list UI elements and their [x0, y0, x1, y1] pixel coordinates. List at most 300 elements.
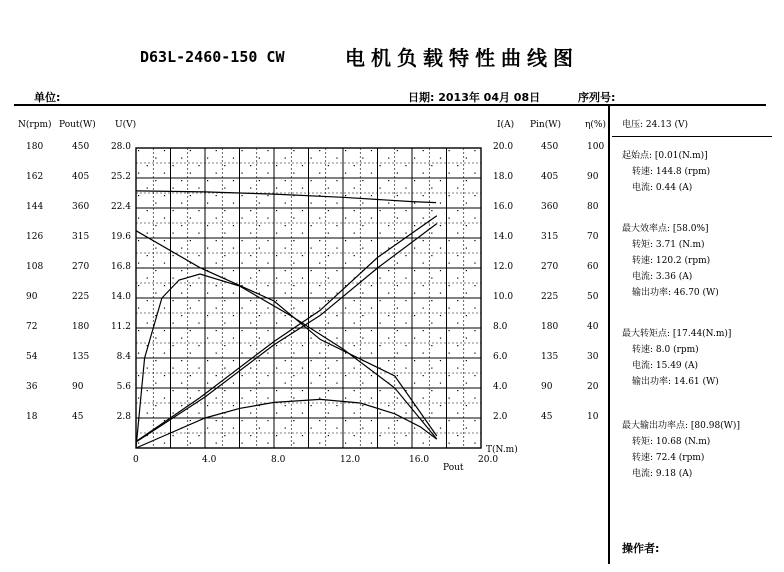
pin-tick-label: 270: [541, 262, 559, 272]
grid-dot: [164, 398, 165, 399]
grid-dot: [250, 323, 251, 324]
grid-dot: [311, 293, 312, 294]
grid-dot: [405, 233, 406, 234]
grid-dot: [449, 240, 450, 241]
grid-dot: [431, 233, 432, 234]
motor-model: D63L-2460-150 CW: [140, 48, 285, 66]
grid-dot: [190, 375, 191, 376]
grid-dot: [233, 180, 234, 181]
grid-dot: [224, 390, 225, 391]
grid-dot: [431, 323, 432, 324]
pin-tick-label: 450: [541, 142, 559, 152]
grid-dot: [474, 330, 475, 331]
grid-dot: [336, 360, 337, 361]
grid-dot: [155, 225, 156, 226]
grid-dot: [242, 443, 243, 444]
pout-tick-label: 270: [72, 262, 90, 272]
curve-pout: [136, 399, 437, 448]
grid-dot: [242, 218, 243, 219]
grid-dot: [267, 195, 268, 196]
grid-dot: [224, 255, 225, 256]
grid-dot: [423, 398, 424, 399]
u-tick-label: 19.6: [110, 232, 131, 242]
grid-dot: [440, 203, 441, 204]
grid-dot: [276, 413, 277, 414]
grid-dot: [276, 165, 277, 166]
grid-dot: [423, 353, 424, 354]
grid-dot: [207, 338, 208, 339]
grid-dot: [474, 240, 475, 241]
grid-dot: [138, 263, 139, 264]
grid-dot: [405, 165, 406, 166]
grid-dot: [224, 188, 225, 189]
grid-dot: [466, 180, 467, 181]
i-tick-label: 20.0: [493, 142, 514, 152]
grid-dot: [181, 248, 182, 249]
grid-dot: [233, 428, 234, 429]
grid-dot: [423, 173, 424, 174]
grid-dot: [155, 405, 156, 406]
grid-dot: [371, 285, 372, 286]
grid-dot: [405, 323, 406, 324]
grid-dot: [423, 150, 424, 151]
grid-dot: [388, 203, 389, 204]
grid-dot: [302, 390, 303, 391]
grid-dot: [224, 300, 225, 301]
grid-dot: [276, 390, 277, 391]
grid-dot: [216, 240, 217, 241]
grid-dot: [328, 165, 329, 166]
eta-tick-label: 50: [587, 292, 599, 302]
grid-dot: [242, 375, 243, 376]
x-tick-label: 0: [133, 455, 139, 465]
grid-dot: [474, 353, 475, 354]
grid-dot: [457, 188, 458, 189]
grid-dot: [207, 180, 208, 181]
grid-dot: [336, 293, 337, 294]
grid-dot: [345, 218, 346, 219]
u-tick-label: 14.0: [110, 292, 131, 302]
i-tick-label: 2.0: [493, 412, 508, 422]
grid-dot: [319, 353, 320, 354]
grid-dot: [164, 353, 165, 354]
grid-dot: [164, 263, 165, 264]
grid-dot: [345, 375, 346, 376]
grid-dot: [190, 308, 191, 309]
grid-dot: [138, 173, 139, 174]
grid-dot: [250, 368, 251, 369]
grid-dot: [449, 218, 450, 219]
grid-dot: [474, 263, 475, 264]
grid-dot: [147, 165, 148, 166]
curve-current: [136, 216, 437, 442]
grid-dot: [466, 293, 467, 294]
n-tick-label: 126: [26, 232, 44, 242]
i-tick-label: 8.0: [493, 322, 508, 332]
grid-dot: [267, 150, 268, 151]
grid-dot: [474, 398, 475, 399]
grid-dot: [207, 315, 208, 316]
grid-dot: [371, 173, 372, 174]
grid-dot: [164, 308, 165, 309]
grid-dot: [440, 158, 441, 159]
n-tick-label: 72: [26, 322, 38, 332]
grid-dot: [440, 338, 441, 339]
grid-dot: [267, 240, 268, 241]
u-tick-label: 25.2: [110, 172, 131, 182]
grid-dot: [285, 180, 286, 181]
grid-dot: [267, 398, 268, 399]
grid-dot: [319, 308, 320, 309]
grid-dot: [207, 405, 208, 406]
grid-dot: [328, 390, 329, 391]
grid-dot: [328, 188, 329, 189]
grid-dot: [328, 413, 329, 414]
pout-tick-label: 450: [72, 142, 90, 152]
grid-dot: [216, 443, 217, 444]
grid-dot: [147, 188, 148, 189]
i-tick-label: 12.0: [493, 262, 514, 272]
grid-dot: [336, 270, 337, 271]
grid-dot: [440, 248, 441, 249]
grid-dot: [224, 165, 225, 166]
max-power-info: [622, 418, 740, 482]
grid-dot: [311, 203, 312, 204]
grid-dot: [371, 195, 372, 196]
eta-tick-label: 100: [587, 142, 605, 152]
grid-dot: [181, 315, 182, 316]
grid-dot: [440, 225, 441, 226]
grid-dot: [285, 158, 286, 159]
pout-tick-label: 360: [72, 202, 90, 212]
grid-dot: [259, 383, 260, 384]
grid-dot: [431, 345, 432, 346]
grid-dot: [319, 398, 320, 399]
grid-dot: [388, 315, 389, 316]
grid-dot: [155, 360, 156, 361]
grid-dot: [345, 398, 346, 399]
chart-title: 电机负载特性曲线图: [345, 46, 579, 70]
grid-dot: [397, 218, 398, 219]
i-tick-label: 4.0: [493, 382, 508, 392]
grid-dot: [362, 158, 363, 159]
grid-dot: [147, 255, 148, 256]
grid-dot: [345, 308, 346, 309]
grid-dot: [328, 255, 329, 256]
grid-dot: [138, 353, 139, 354]
grid-dot: [405, 188, 406, 189]
grid-dot: [311, 383, 312, 384]
grid-dot: [164, 173, 165, 174]
grid-dot: [328, 345, 329, 346]
grid-dot: [397, 285, 398, 286]
pout-axis-header: Pout(W): [59, 120, 96, 130]
pin-tick-label: 135: [541, 352, 559, 362]
pin-tick-label: 315: [541, 232, 559, 242]
grid-dot: [449, 353, 450, 354]
grid-dot: [371, 398, 372, 399]
grid-dot: [250, 233, 251, 234]
grid-dot: [173, 368, 174, 369]
grid-dot: [388, 293, 389, 294]
pin-tick-label: 180: [541, 322, 559, 332]
grid-dot: [336, 180, 337, 181]
grid-dot: [354, 368, 355, 369]
grid-dot: [388, 248, 389, 249]
grid-dot: [311, 180, 312, 181]
grid-dot: [173, 390, 174, 391]
grid-dot: [380, 210, 381, 211]
grid-dot: [414, 158, 415, 159]
grid-dot: [457, 255, 458, 256]
grid-dot: [414, 270, 415, 271]
pin-tick-label: 45: [541, 412, 553, 422]
grid-dot: [371, 218, 372, 219]
grid-dot: [466, 270, 467, 271]
grid-dot: [250, 255, 251, 256]
grid-dot: [405, 345, 406, 346]
grid-dot: [311, 158, 312, 159]
grid-dot: [259, 315, 260, 316]
grid-dot: [449, 285, 450, 286]
grid-dot: [431, 300, 432, 301]
grid-dot: [250, 210, 251, 211]
grid-dot: [293, 240, 294, 241]
grid-dot: [155, 203, 156, 204]
grid-dot: [216, 420, 217, 421]
grid-dot: [198, 300, 199, 301]
grid-dot: [311, 248, 312, 249]
grid-dot: [397, 330, 398, 331]
grid-dot: [345, 240, 346, 241]
grid-dot: [293, 263, 294, 264]
grid-dot: [371, 150, 372, 151]
grid-dot: [155, 158, 156, 159]
grid-dot: [345, 330, 346, 331]
grid-dot: [190, 353, 191, 354]
grid-dot: [328, 300, 329, 301]
grid-dot: [397, 173, 398, 174]
grid-dot: [405, 210, 406, 211]
grid-dot: [198, 435, 199, 436]
grid-dot: [181, 270, 182, 271]
grid-dot: [371, 330, 372, 331]
grid-dot: [302, 188, 303, 189]
grid-dot: [138, 308, 139, 309]
grid-dot: [440, 360, 441, 361]
grid-dot: [414, 383, 415, 384]
grid-dot: [302, 368, 303, 369]
grid-dot: [380, 435, 381, 436]
grid-dot: [449, 330, 450, 331]
grid-dot: [449, 195, 450, 196]
grid-dot: [285, 360, 286, 361]
max-power-current: 电流: 9.18 (A): [632, 469, 693, 479]
grid-dot: [267, 420, 268, 421]
grid-dot: [259, 180, 260, 181]
grid-dot: [319, 443, 320, 444]
grid-dot: [190, 420, 191, 421]
grid-dot: [190, 285, 191, 286]
u-tick-label: 16.8: [110, 262, 131, 272]
grid-dot: [276, 345, 277, 346]
grid-dot: [242, 173, 243, 174]
grid-dot: [397, 263, 398, 264]
grid-dot: [181, 180, 182, 181]
grid-dot: [250, 345, 251, 346]
max-efficiency-info: [622, 221, 719, 301]
grid-dot: [276, 435, 277, 436]
grid-dot: [431, 255, 432, 256]
i-tick-label: 6.0: [493, 352, 508, 362]
grid-dot: [164, 195, 165, 196]
grid-dot: [354, 210, 355, 211]
grid-dot: [397, 375, 398, 376]
grid-dot: [397, 240, 398, 241]
grid-dot: [233, 405, 234, 406]
grid-dot: [190, 240, 191, 241]
grid-dot: [457, 233, 458, 234]
grid-dot: [423, 308, 424, 309]
grid-dot: [449, 150, 450, 151]
grid-dot: [224, 435, 225, 436]
eta-tick-label: 40: [587, 322, 599, 332]
grid-dot: [474, 285, 475, 286]
start-point-title: 起始点: [0.01(N.m)]: [622, 151, 708, 161]
grid-dot: [250, 165, 251, 166]
grid-dot: [311, 225, 312, 226]
max-efficiency-current: 电流: 3.36 (A): [632, 272, 693, 282]
grid-dot: [181, 293, 182, 294]
grid-dot: [224, 233, 225, 234]
grid-dot: [449, 263, 450, 264]
grid-dot: [449, 443, 450, 444]
grid-dot: [362, 203, 363, 204]
grid-dot: [371, 375, 372, 376]
grid-dot: [242, 398, 243, 399]
eta-tick-label: 20: [587, 382, 599, 392]
x-tick-label: 20.0: [478, 455, 499, 465]
grid-dot: [259, 360, 260, 361]
grid-dot: [431, 368, 432, 369]
grid-dot: [414, 428, 415, 429]
grid-dot: [362, 338, 363, 339]
grid-dot: [397, 398, 398, 399]
grid-dot: [371, 308, 372, 309]
grid-dot: [302, 165, 303, 166]
grid-dot: [362, 248, 363, 249]
grid-dot: [302, 435, 303, 436]
grid-dot: [449, 375, 450, 376]
grid-dot: [414, 180, 415, 181]
curve-voltage: [136, 191, 436, 203]
grid-dot: [457, 435, 458, 436]
grid-dot: [457, 165, 458, 166]
grid-dot: [181, 203, 182, 204]
grid-dot: [138, 218, 139, 219]
pout-tick-label: 90: [72, 382, 84, 392]
grid-dot: [466, 338, 467, 339]
grid-dot: [242, 420, 243, 421]
pin-tick-label: 225: [541, 292, 559, 302]
grid-dot: [457, 278, 458, 279]
grid-dot: [380, 345, 381, 346]
n-tick-label: 90: [26, 292, 38, 302]
grid-dot: [259, 428, 260, 429]
grid-dot: [302, 233, 303, 234]
grid-dot: [440, 405, 441, 406]
pout-tick-label: 135: [72, 352, 90, 362]
eta-tick-label: 30: [587, 352, 599, 362]
grid-dot: [293, 150, 294, 151]
grid-dot: [440, 180, 441, 181]
grid-dot: [267, 353, 268, 354]
grid-dot: [190, 218, 191, 219]
grid-dot: [147, 300, 148, 301]
grid-dot: [457, 210, 458, 211]
grid-dot: [233, 158, 234, 159]
grid-dot: [423, 195, 424, 196]
grid-dot: [328, 435, 329, 436]
grid-dot: [474, 173, 475, 174]
grid-dot: [233, 360, 234, 361]
grid-dot: [207, 293, 208, 294]
grid-dot: [173, 255, 174, 256]
grid-dot: [328, 278, 329, 279]
n-tick-label: 144: [26, 202, 44, 212]
grid-dot: [414, 338, 415, 339]
grid-dot: [267, 375, 268, 376]
grid-dot: [380, 278, 381, 279]
n-tick-label: 54: [26, 352, 38, 362]
grid-dot: [207, 248, 208, 249]
grid-dot: [345, 443, 346, 444]
n-axis-header: N(rpm): [18, 120, 52, 130]
grid-dot: [198, 188, 199, 189]
grid-dot: [155, 180, 156, 181]
x-tick-label: 12.0: [340, 455, 361, 465]
unit-label: 单位:: [34, 91, 61, 104]
grid-dot: [250, 188, 251, 189]
grid-dot: [380, 413, 381, 414]
grid-dot: [449, 308, 450, 309]
u-tick-label: 8.4: [116, 352, 131, 362]
grid-dot: [267, 308, 268, 309]
grid-dot: [285, 405, 286, 406]
max-efficiency-title: 最大效率点: [58.0%]: [622, 224, 709, 234]
grid-dot: [440, 383, 441, 384]
max-efficiency-speed: 转速: 120.2 (rpm): [632, 256, 711, 266]
grid-dot: [242, 240, 243, 241]
grid-dot: [155, 338, 156, 339]
grid-dot: [414, 225, 415, 226]
grid-dot: [293, 308, 294, 309]
grid-dot: [457, 345, 458, 346]
grid-dot: [345, 420, 346, 421]
grid-dot: [293, 398, 294, 399]
grid-dot: [216, 398, 217, 399]
grid-dot: [380, 165, 381, 166]
grid-dot: [198, 345, 199, 346]
grid-dot: [474, 420, 475, 421]
grid-dot: [164, 443, 165, 444]
grid-dot: [138, 195, 139, 196]
grid-dot: [138, 443, 139, 444]
grid-dot: [380, 188, 381, 189]
n-tick-label: 180: [26, 142, 44, 152]
pout-tick-label: 315: [72, 232, 90, 242]
grid-dot: [250, 278, 251, 279]
